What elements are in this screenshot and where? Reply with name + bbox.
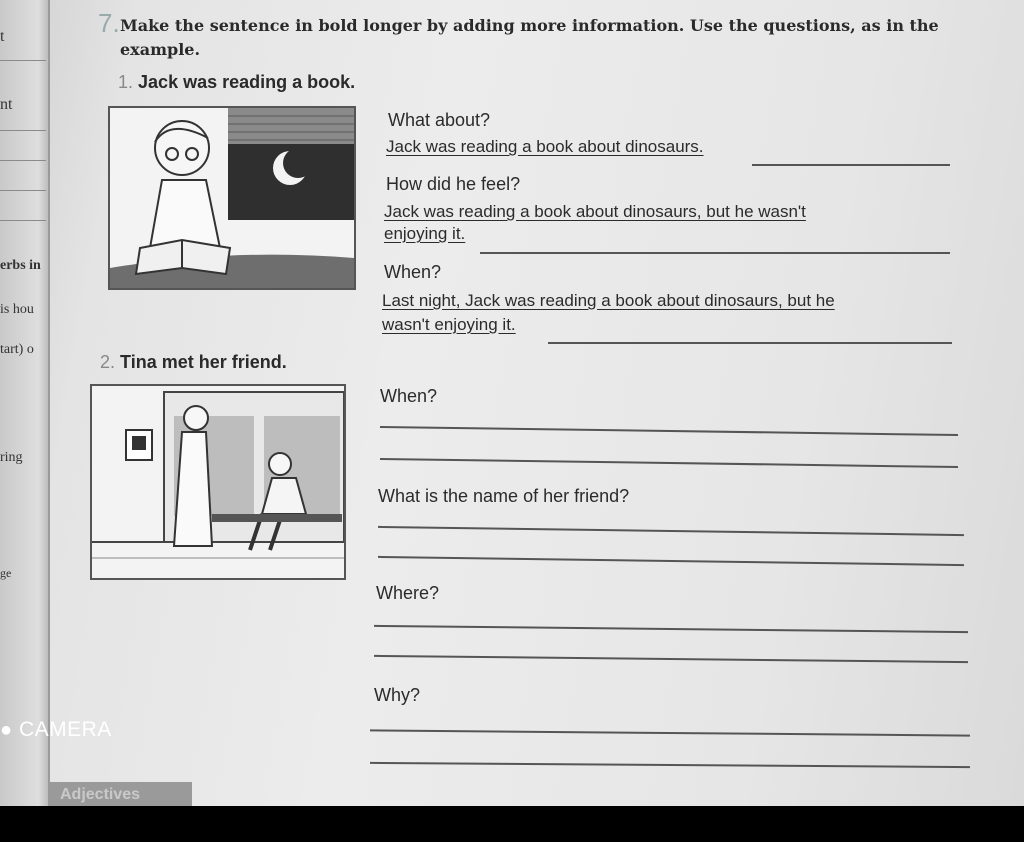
margin-fragment: tart) o — [0, 342, 34, 357]
exercise-number: 7. — [98, 8, 120, 38]
left-page-edge — [0, 0, 50, 806]
margin-fragment: ring — [0, 450, 23, 465]
item2-heading — [100, 352, 287, 373]
margin-fragment: ge — [0, 566, 12, 580]
margin-fragment: t — [0, 28, 5, 45]
tina-bus-stop-illustration — [90, 384, 346, 580]
item1-answer-3-line1: Last night, Jack was reading a book about dinosaurs, but he — [382, 291, 835, 310]
answer-line — [548, 342, 952, 344]
answer-line — [380, 458, 958, 468]
item2-question-when: When? — [380, 386, 438, 406]
item1-answer-2-line1: Jack was reading a book about dinosaurs, but he wasn't — [384, 202, 806, 221]
item2-number: 2. — [100, 352, 116, 372]
item2-sentence: Tina met her friend. — [120, 352, 287, 372]
answer-line — [380, 426, 958, 436]
item1-number: 1. — [118, 72, 134, 92]
answer-line — [374, 625, 968, 633]
answer-line — [752, 164, 950, 166]
camera-overlay-label — [0, 718, 112, 742]
exercise-instruction: Make the sentence in bold longer by adding more information. Use the questions, as in the example. — [120, 16, 939, 59]
jack-reading-illustration — [108, 106, 356, 290]
item2-question-friend-name: What is the name of her friend? — [378, 486, 630, 506]
camera-label: CAMERA — [18, 718, 112, 741]
answer-line — [374, 655, 968, 663]
answer-line — [378, 556, 964, 566]
item1-answer-1: Jack was reading a book about dinosaurs. — [386, 137, 704, 156]
answer-line — [370, 729, 970, 736]
item1-question-feel: How did he feel? — [386, 174, 521, 194]
item1-heading — [118, 72, 355, 93]
item1-answer-3-line2: wasn't enjoying it. — [382, 315, 516, 334]
answer-line — [480, 252, 950, 254]
item1-sentence: Jack was reading a book. — [138, 72, 356, 92]
margin-fragment: erbs in — [0, 258, 41, 273]
camera-icon: ● — [0, 719, 13, 741]
section-tab: Adjectives — [50, 782, 192, 806]
item1-question-what-about: What about? — [388, 110, 491, 130]
item1-answer-2-line2: enjoying it. — [384, 224, 466, 243]
answer-line — [378, 526, 964, 536]
item1-question-when: When? — [384, 262, 442, 282]
margin-fragment: nt — [0, 96, 13, 113]
answer-line — [370, 762, 970, 768]
margin-fragment: is hou — [0, 302, 34, 317]
item2-question-where: Where? — [376, 583, 440, 603]
item2-question-why: Why? — [374, 685, 421, 705]
